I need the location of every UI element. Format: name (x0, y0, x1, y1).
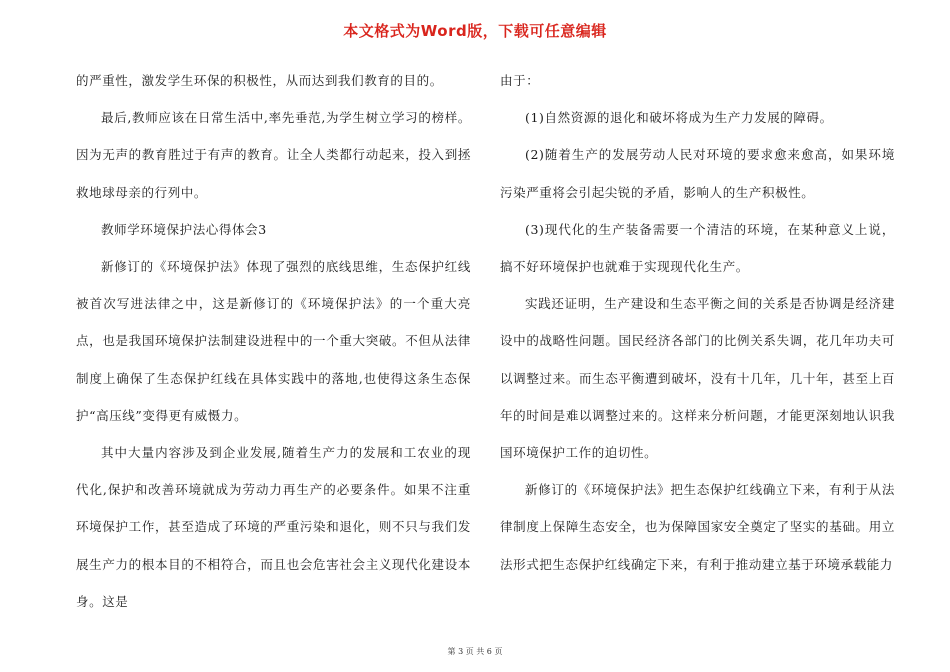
section-heading: 教师学环境保护法心得体会3 (101, 221, 267, 237)
paragraph: 最后,教师应该在日常生活中,率先垂范,为学生树立学习的榜样。因为无声的教育胜过于有声的教育。让全人类都行动起来，投入到拯救地球母亲的行列中。 (76, 110, 471, 200)
right-column (500, 62, 895, 583)
list-item: (1)自然资源的退化和破坏将成为生产力发展的障碍。 (525, 110, 833, 126)
paragraph: 的严重性，激发学生环保的积极性，从而达到我们教育的目的。 (76, 73, 443, 88)
paragraph: 其中大量内容涉及到企业发展,随着生产力的发展和工农业的现代化,保护和改善环境就成为劳动力再生产的必要条件。如果不注重环境保护工作，甚至造成了环境的严重污染和退化，则不只与我们发展生产力的根本目的不相符合，而且也会危害社会主义现代化建设本身。这是 (76, 445, 471, 609)
list-item: (2)随着生产的发展劳动人民对环境的要求愈来愈高，如果环境污染严重将会引起尖锐的矛盾，影响人的生产积极性。 (500, 147, 895, 200)
paragraph: 新修订的《环境保护法》体现了强烈的底线思维，生态保护红线被首次写进法律之中，这是新修订的《环境保护法》的一个重大亮点，也是我国环境保护法制建设进程中的一个重大突破。不但从法律制度上确保了生态保护红线在具体实践中的落地,也使得这条生态保护“高压线”变得更有威慑力。 (76, 259, 471, 423)
left-column (76, 62, 471, 620)
paragraph: 实践还证明，生产建设和生态平衡之间的关系是否协调是经济建设中的战略性问题。国民经济各部门的比例关系失调，花几年功夫可以调整过来。而生态平衡遭到破坏，没有十几年，几十年，甚至上百年的时间是难以调整过来的。这样来分析问题，才能更深刻地认识我国环境保护工作的迫切性。 (500, 296, 895, 461)
page-footer: 第 3 页 共 6 页 (447, 647, 503, 656)
paragraph: 新修订的《环境保护法》把生态保护红线确立下来，有利于从法律制度上保障生态安全，也为保障国家安全奠定了坚实的基础。用立法形式把生态保护红线确定下来，有利于推动建立基于环境承载能力 (500, 482, 895, 572)
document-banner: 本文格式为Word版，下载可任意编辑 (343, 22, 607, 40)
list-item: (3)现代化的生产装备需要一个清洁的环境，在某种意义上说，搞不好环境保护也就难于实现现代化生产。 (500, 221, 895, 275)
paragraph: 由于： (500, 73, 540, 88)
